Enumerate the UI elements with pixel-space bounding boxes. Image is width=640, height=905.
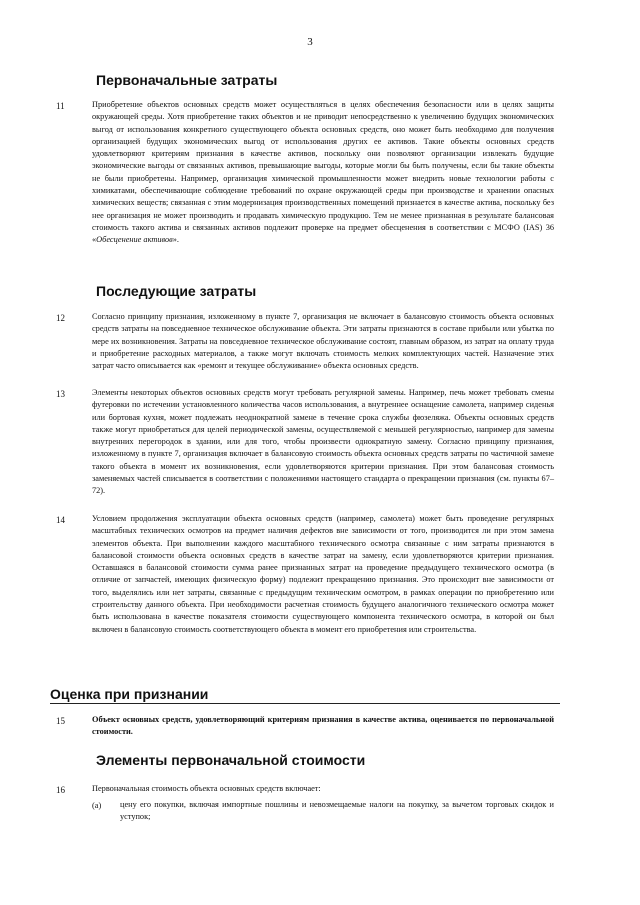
paragraph-11-citation: Обесценение активов xyxy=(96,235,173,245)
list-item-a-text: цену его покупки, включая импортные пошлины и невозмещаемые налоги на покупку, за вычетом торговых скидок и уступок; xyxy=(120,800,554,822)
paragraph-15: Объект основных средств, удовлетворяющий критериям признания в качестве актива, оценивается по первоначальной стоимости. xyxy=(92,715,554,737)
paragraph-16: Первоначальная стоимость объекта основных средств включает: xyxy=(92,784,321,793)
paragraph-number-14: 14 xyxy=(56,515,65,525)
paragraph-14: Условием продолжения эксплуатации объекта основных средств (например, самолета) может быть проведение регулярных масштабных технических осмотров на предмет наличия дефектов вне зависимости от того, производится ли при этом замена элементов объекта. При выполнении каждого масштабного технического осмотра связанные с ним затраты признаются в балансовой стоимости объекта основных средств в качестве затрат на замену, если удовлетворяются критерии признания. Оставшаяся в балансовой стоимости сумма ранее признанных затрат на проведение предыдущего технического осмотра (в отличие от запчастей, имеющих физическую форму) подлежит прекращению признания. Это происходит вне зависимости от того, выделялись или нет затраты, связанные с предыдущим техническим осмотром, в рамках операции по приобретению или строительству данного объекта. При необходимости расчетная стоимость будущего аналогичного технического осмотра может быть использована в качестве показателя стоимости существующего компонента технического осмотра, в которой он был включен в балансовую стоимость соответствующего объекта в момент его приобретения или строительства. xyxy=(92,514,554,634)
paragraph-11-tail: ». xyxy=(172,235,179,245)
paragraph-13: Элементы некоторых объектов основных средств могут требовать регулярной замены. Например, печь может требовать смены футеровки по истечении установленного количества часов использования, а внутреннее оснащение самолета, например сиденья или бортовая кухня, может подлежать неоднократной замене в течение срока службы фюзеляжа. Объекты основных средств также могут приобретаться для целей периодической замены, осуществляемой с меньшей регулярностью, например для замены внутренних перегородок в здании, или для того, чтобы произвести однократную замену. Согласно принципу признания, изложенному в пункте 7, организация включает в балансовую стоимость объекта основных средств затраты по частичной замене такого объекта в момент их возникновения, если удовлетворяются критерии признания. При этом балансовая стоимость заменяемых частей списывается в соответствии с положениями настоящего стандарта о прекращении признания (см. пункты 67–72). xyxy=(92,388,554,496)
subsequent-costs-heading: Последующие затраты xyxy=(96,283,257,299)
initial-cost-elements-heading: Элементы первоначальной стоимости xyxy=(96,752,366,768)
page-number: 3 xyxy=(307,36,313,48)
paragraph-11 xyxy=(92,99,554,247)
list-item-a-label: (a) xyxy=(92,801,102,810)
paragraph-number-15: 15 xyxy=(56,716,65,726)
paragraph-number-13: 13 xyxy=(56,389,65,399)
initial-costs-heading: Первоначальные затраты xyxy=(96,72,278,88)
recognition-measurement-heading: Оценка при признании xyxy=(50,686,560,704)
paragraph-number-11: 11 xyxy=(56,101,65,111)
paragraph-12: Согласно принципу признания, изложенному в пункте 7, организация не включает в балансовую стоимость объекта основных средств затраты на повседневное техническое обслуживание объекта. Эти затраты признаются в составе прибыли или убытка по мере их возникновения. Затраты на повседневное техническое обслуживание состоят, главным образом, из затрат на оплату труда и приобретение расходных материалов, а также могут включать стоимость мелких комплектующих частей. Назначение этих затрат часто описывается как «ремонт и текущее обслуживание» объекта основных средств. xyxy=(92,312,554,371)
paragraph-number-16: 16 xyxy=(56,785,65,795)
paragraph-11-text: Приобретение объектов основных средств может осуществляться в целях обеспечения безопасности или в целях защиты окружающей среды. Хотя приобретение таких объектов и не приводит непосредственно к увеличению будущих экономических выгод от использования конкретного существующего объекта основных средств, оно может быть необходимо для получения организацией будущих экономических выгод от использования других ее активов. Такие объекты основных средств удовлетворяют критериям признания в качестве активов, поскольку они позволяют организации извлекать будущие экономические выгоды от связанных активов, превышающие выгоды, которые могли бы быть получены, если бы такие объекты не были приобретены. Например, организация химической промышленности может внедрить новые технологии работы с химикатами, обеспечивающие соблюдение требований по охране окружающей среды при производстве и хранении опасных химических веществ; связанная с этим модернизация производственных помещений признается в качестве актива, поскольку без нее организация не может производить и продавать химическую продукцию. Тем не менее признанная в результате балансовая стоимость такого актива и связанных активов подлежит проверке на предмет обесценения в соответствии с МСФО (IAS) 36 « xyxy=(92,100,554,245)
paragraph-number-12: 12 xyxy=(56,313,65,323)
